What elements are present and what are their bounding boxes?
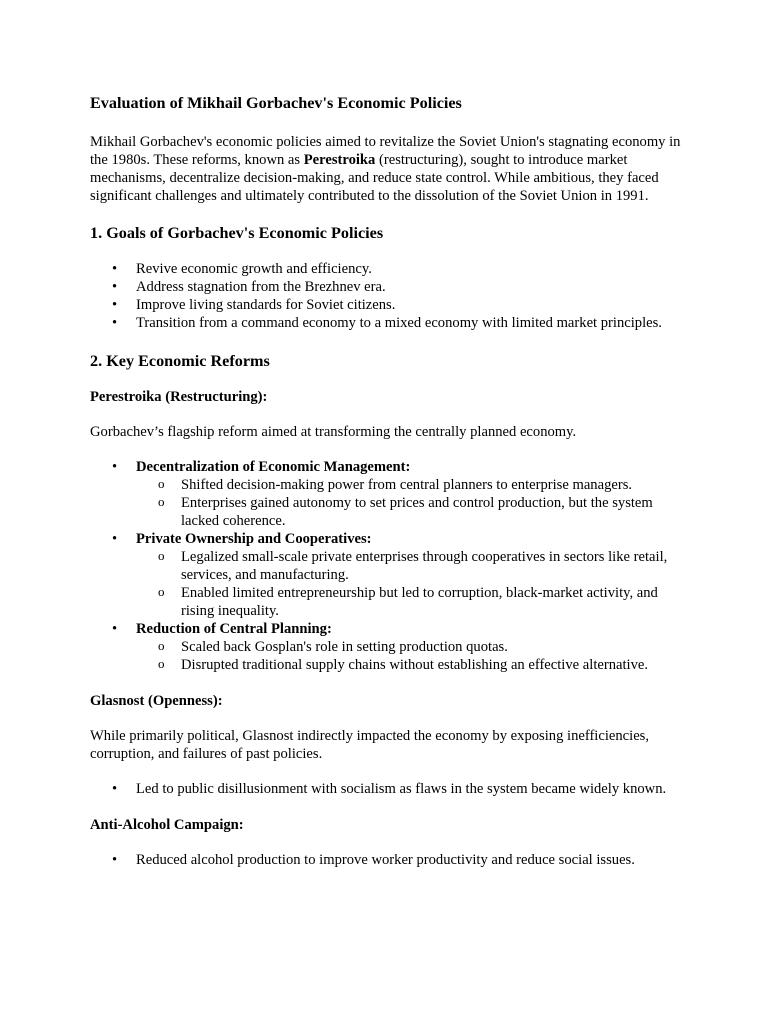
perestroika-list-item bbox=[90, 620, 690, 674]
perestroika-list-item bbox=[90, 458, 690, 530]
document-page bbox=[90, 92, 690, 887]
goals-list-item: • Address stagnation from the Brezhnev era. bbox=[90, 278, 690, 296]
perestroika-item-label: Private Ownership and Cooperatives: bbox=[136, 531, 372, 547]
anti-alcohol-list-item: • Reduced alcohol production to improve worker productivity and reduce social issues. bbox=[90, 851, 690, 869]
perestroika-subitem: o Enabled limited entrepreneurship but led to corruption, black-market activity, and rising inequality. bbox=[136, 584, 690, 620]
subheading-glasnost: Glasnost (Openness): bbox=[90, 693, 223, 709]
intro-text-after: (restructuring), sought to introduce market mechanisms, decentralize decision-making, and reduce state control. While ambitious, they faced significant challenges and ultimately contributed to the dissolution of the Soviet Union in 1991. bbox=[90, 152, 659, 204]
perestroika-list bbox=[90, 458, 690, 674]
perestroika-list-item bbox=[90, 530, 690, 620]
perestroika-item-label: Reduction of Central Planning: bbox=[136, 621, 332, 637]
perestroika-paragraph: Gorbachev’s flagship reform aimed at transforming the centrally planned economy. bbox=[90, 424, 577, 440]
goals-list bbox=[90, 260, 690, 332]
perestroika-subitem: o Enterprises gained autonomy to set prices and control production, but the system lacked coherence. bbox=[136, 494, 690, 530]
section-heading-goals: 1. Goals of Gorbachev's Economic Policies bbox=[90, 224, 384, 242]
intro-paragraph bbox=[90, 133, 690, 205]
perestroika-subitem: o Shifted decision-making power from central planners to enterprise managers. bbox=[136, 476, 690, 494]
intro-text-before: Mikhail Gorbachev's economic policies aimed to revitalize the Soviet Union's stagnating economy in the 1980s. These reforms, known as bbox=[90, 134, 681, 168]
intro-bold-term: Perestroika bbox=[303, 152, 376, 168]
perestroika-subitem: o Legalized small-scale private enterprises through cooperatives in sectors like retail, services, and manufacturing. bbox=[136, 548, 690, 584]
subheading-perestroika: Perestroika (Restructuring): bbox=[90, 389, 268, 405]
perestroika-subitem: o Disrupted traditional supply chains without establishing an effective alternative. bbox=[136, 656, 690, 674]
section-heading-reforms: 2. Key Economic Reforms bbox=[90, 352, 270, 370]
goals-list-item: • Transition from a command economy to a mixed economy with limited market principles. bbox=[90, 314, 690, 332]
glasnost-list bbox=[90, 780, 690, 798]
subheading-anti-alcohol: Anti-Alcohol Campaign: bbox=[90, 817, 244, 833]
document-title: Evaluation of Mikhail Gorbachev's Economic Policies bbox=[90, 94, 462, 112]
perestroika-item-label: Decentralization of Economic Management: bbox=[136, 459, 411, 475]
perestroika-subitem: o Scaled back Gosplan's role in setting production quotas. bbox=[136, 638, 690, 656]
perestroika-sublist bbox=[136, 548, 690, 620]
goals-list-item: • Revive economic growth and efficiency. bbox=[90, 260, 690, 278]
anti-alcohol-list bbox=[90, 851, 690, 869]
glasnost-paragraph: While primarily political, Glasnost indirectly impacted the economy by exposing inefficiencies, corruption, and failures of past policies. bbox=[90, 728, 650, 762]
goals-list-item: • Improve living standards for Soviet citizens. bbox=[90, 296, 690, 314]
glasnost-list-item: • Led to public disillusionment with socialism as flaws in the system became widely known. bbox=[90, 780, 690, 798]
perestroika-sublist bbox=[136, 476, 690, 530]
perestroika-sublist bbox=[136, 638, 690, 674]
